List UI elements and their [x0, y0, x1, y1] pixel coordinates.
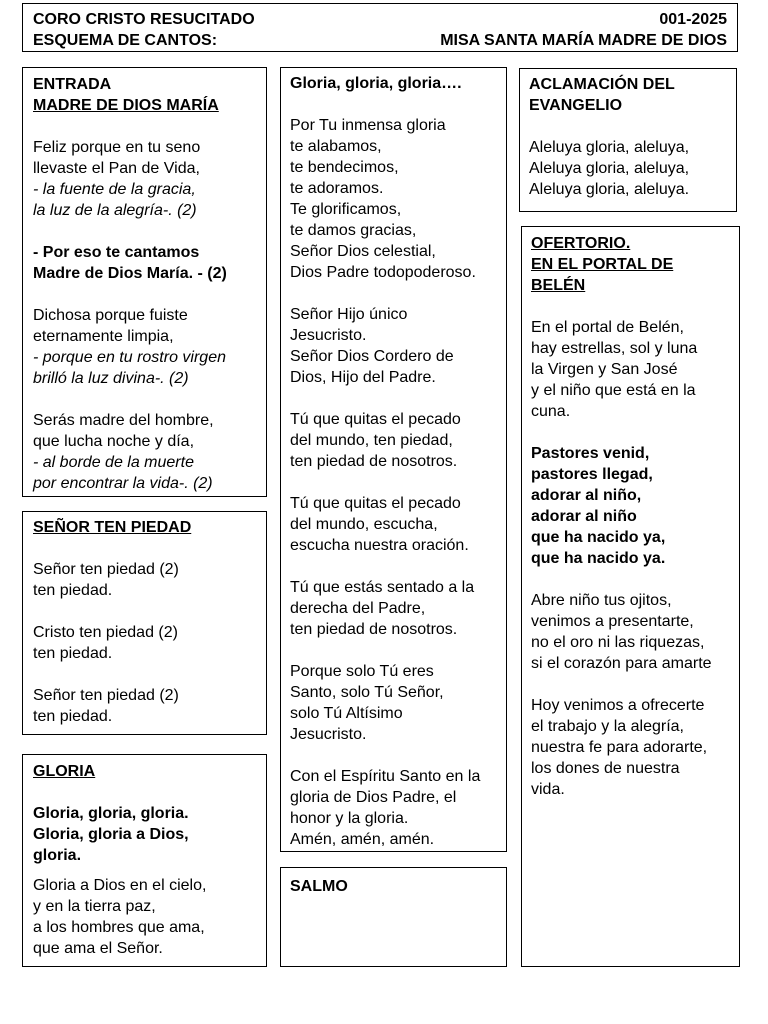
- verse-line: cuna.: [531, 403, 571, 420]
- verse-line: Abre niño tus ojitos,: [531, 592, 672, 609]
- chorus-line: que ha nacido ya,: [531, 529, 666, 546]
- verse-line: Jesucristo.: [290, 327, 367, 344]
- verse-line: Tú que estás sentado a la: [290, 579, 475, 596]
- verse-line: que ama el Señor.: [33, 940, 163, 957]
- verse-line: - al borde de la muerte: [33, 454, 194, 471]
- verse-line: Te glorificamos,: [290, 201, 402, 218]
- entrada-chorus: [33, 242, 256, 284]
- verse-line: Porque solo Tú eres: [290, 663, 434, 680]
- gloria-cont-block-6: [290, 661, 497, 745]
- scheme-label: ESQUEMA DE CANTOS:: [33, 32, 218, 49]
- verse-line: si el corazón para amarte: [531, 655, 712, 672]
- verse-line: Dios Padre todopoderoso.: [290, 264, 476, 281]
- verse-line: Aleluya gloria, aleluya,: [529, 160, 690, 177]
- verse-line: Gloria a Dios en el cielo,: [33, 877, 207, 894]
- salmo-title: SALMO: [290, 878, 348, 895]
- verse-line: la luz de la alegría-. (2): [33, 202, 197, 219]
- verse-line: brilló la luz divina-. (2): [33, 370, 189, 387]
- verse-line: ten piedad de nosotros.: [290, 621, 458, 638]
- gloria-cont-block-2: [290, 304, 497, 388]
- verse-line: Señor Dios celestial,: [290, 243, 436, 260]
- ofertorio-verse-2: [531, 590, 730, 674]
- chorus-line: - Por eso te cantamos: [33, 244, 200, 261]
- verse-line: Dichosa porque fuiste: [33, 307, 188, 324]
- verse-line: Dios, Hijo del Padre.: [290, 369, 436, 386]
- verse-line: Cristo ten piedad (2): [33, 624, 178, 641]
- ofertorio-chorus: [531, 443, 730, 569]
- verse-line: hay estrellas, sol y luna: [531, 340, 698, 357]
- gloria-cont-block-5: [290, 577, 497, 640]
- verse-line: y en la tierra paz,: [33, 898, 156, 915]
- chorus-line: Gloria, gloria a Dios,: [33, 826, 189, 843]
- entrada-verse-1: [33, 137, 256, 221]
- entrada-song-title: MADRE DE DIOS MARÍA: [33, 97, 219, 114]
- entrada-title: ENTRADA: [33, 76, 112, 93]
- header-row-1: [33, 9, 727, 30]
- verse-line: no el oro ni las riquezas,: [531, 634, 705, 651]
- ofertorio-section: [521, 226, 740, 967]
- ofertorio-verse-3: [531, 695, 730, 800]
- verse-line: En el portal de Belén,: [531, 319, 684, 336]
- gloria-continuation-section: [280, 67, 507, 852]
- piedad-block-2: [33, 622, 256, 664]
- verse-line: Tú que quitas el pecado: [290, 495, 461, 512]
- verse-line: te damos gracias,: [290, 222, 417, 239]
- choir-name: CORO CRISTO RESUCITADO: [33, 11, 255, 28]
- verse-line: del mundo, ten piedad,: [290, 432, 453, 449]
- verse-line: venimos a presentarte,: [531, 613, 694, 630]
- verse-line: derecha del Padre,: [290, 600, 426, 617]
- ofertorio-title: OFERTORIO.: [531, 235, 631, 252]
- piedad-title: SEÑOR TEN PIEDAD: [33, 519, 192, 536]
- salmo-section: [280, 867, 507, 967]
- gloria-cont-block-1: [290, 115, 497, 283]
- verse-line: Señor Hijo único: [290, 306, 408, 323]
- verse-line: gloria de Dios Padre, el: [290, 789, 457, 806]
- chorus-line: Pastores venid,: [531, 445, 650, 462]
- aclamacion-title: EVANGELIO: [529, 97, 623, 114]
- verse-line: Amén, amén, amén.: [290, 831, 435, 848]
- verse-line: y el niño que está en la: [531, 382, 696, 399]
- ofertorio-song-title: EN EL PORTAL DE: [531, 256, 674, 273]
- chorus-line: adorar al niño,: [531, 487, 642, 504]
- entrada-verse-3: [33, 410, 256, 494]
- verse-line: la Virgen y San José: [531, 361, 678, 378]
- chorus-line: adorar al niño: [531, 508, 637, 525]
- verse-line: Aleluya gloria, aleluya.: [529, 181, 690, 198]
- verse-line: Señor Dios Cordero de: [290, 348, 454, 365]
- verse-line: Señor ten piedad (2): [33, 687, 179, 704]
- header-row-2: [33, 30, 727, 51]
- verse-line: Jesucristo.: [290, 726, 367, 743]
- entrada-section: [22, 67, 267, 497]
- chorus-line: gloria.: [33, 847, 82, 864]
- verse-line: ten piedad de nosotros.: [290, 453, 458, 470]
- verse-line: - la fuente de la gracia,: [33, 181, 196, 198]
- gloria-chorus: [33, 803, 256, 866]
- chorus-line: Gloria, gloria, gloria.: [33, 805, 189, 822]
- verse-line: - porque en tu rostro virgen: [33, 349, 226, 366]
- verse-line: Aleluya gloria, aleluya,: [529, 139, 690, 156]
- verse-line: que lucha noche y día,: [33, 433, 195, 450]
- verse-line: honor y la gloria.: [290, 810, 409, 827]
- verse-line: por encontrar la vida-. (2): [33, 475, 213, 492]
- verse-line: Serás madre del hombre,: [33, 412, 214, 429]
- verse-line: el trabajo y la alegría,: [531, 718, 684, 735]
- aclamacion-lines: [529, 137, 727, 200]
- gloria-section: [22, 754, 267, 967]
- ofertorio-song-title: BELÉN: [531, 277, 586, 294]
- verse-line: Por Tu inmensa gloria: [290, 117, 446, 134]
- verse-line: te alabamos,: [290, 138, 382, 155]
- aclamacion-title: ACLAMACIÓN DEL: [529, 76, 675, 93]
- verse-line: eternamente limpia,: [33, 328, 174, 345]
- entrada-verse-2: [33, 305, 256, 389]
- chorus-line: que ha nacido ya.: [531, 550, 666, 567]
- verse-line: Santo, solo Tú Señor,: [290, 684, 444, 701]
- aclamacion-section: [519, 68, 737, 212]
- ofertorio-verse-1: [531, 317, 730, 422]
- mass-title: MISA SANTA MARÍA MADRE DE DIOS: [440, 32, 727, 49]
- sheet-code: 001-2025: [659, 11, 727, 28]
- verse-line: te bendecimos,: [290, 159, 399, 176]
- verse-line: ten piedad.: [33, 708, 113, 725]
- verse-line: los dones de nuestra: [531, 760, 680, 777]
- gloria-continuation-title: Gloria, gloria, gloria….: [290, 75, 462, 92]
- header-box: [22, 3, 738, 52]
- verse-line: ten piedad.: [33, 582, 113, 599]
- verse-line: solo Tú Altísimo: [290, 705, 403, 722]
- gloria-cont-block-3: [290, 409, 497, 472]
- piedad-section: [22, 511, 267, 735]
- verse-line: nuestra fe para adorarte,: [531, 739, 708, 756]
- chorus-line: pastores llegad,: [531, 466, 653, 483]
- verse-line: a los hombres que ama,: [33, 919, 205, 936]
- chorus-line: Madre de Dios María. - (2): [33, 265, 227, 282]
- verse-line: Tú que quitas el pecado: [290, 411, 461, 428]
- verse-line: ten piedad.: [33, 645, 113, 662]
- verse-line: Hoy venimos a ofrecerte: [531, 697, 705, 714]
- verse-line: llevaste el Pan de Vida,: [33, 160, 200, 177]
- verse-line: Feliz porque en tu seno: [33, 139, 201, 156]
- verse-line: Señor ten piedad (2): [33, 561, 179, 578]
- gloria-title: GLORIA: [33, 763, 96, 780]
- piedad-block-1: [33, 559, 256, 601]
- gloria-cont-block-7: [290, 766, 497, 850]
- verse-line: escucha nuestra oración.: [290, 537, 469, 554]
- gloria-cont-block-4: [290, 493, 497, 556]
- verse-line: vida.: [531, 781, 565, 798]
- verse-line: te adoramos.: [290, 180, 384, 197]
- gloria-verse: [33, 875, 256, 959]
- piedad-block-3: [33, 685, 256, 727]
- verse-line: del mundo, escucha,: [290, 516, 438, 533]
- verse-line: Con el Espíritu Santo en la: [290, 768, 481, 785]
